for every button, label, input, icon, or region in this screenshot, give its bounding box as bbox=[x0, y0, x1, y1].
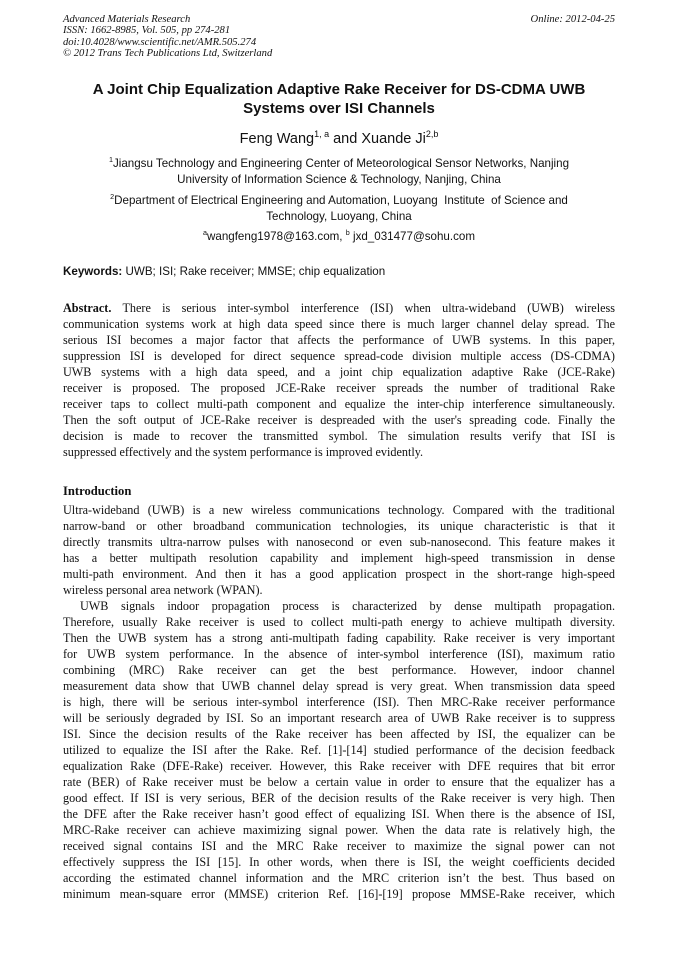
paragraph-line: utilized to equalize the ISI after the Rake. Ref. [1]-[14] studied performance of the decision feedback bbox=[63, 743, 615, 757]
abstract-line: receiver is proposed. The proposed JCE-Rake receiver spreads the number of traditional Rake bbox=[63, 381, 615, 395]
abstract-line: suppressed effectively and the system performance is improved evidently. bbox=[63, 445, 424, 459]
paragraph-line: combining (MRC) Rake receiver can get the best performance. However, indoor channel bbox=[63, 663, 615, 677]
author-conjunction: and bbox=[329, 131, 362, 147]
paragraph-line: narrow-band or other broadband communication technologies, its unique characteristic is that it bbox=[63, 519, 615, 533]
intro-paragraph-2 bbox=[63, 598, 615, 902]
email-b: jxd_031477@sohu.com bbox=[349, 230, 475, 243]
paragraph-line: MRC-Rake receiver can achieve maximizing signal power. When the data rate is relatively high, the bbox=[63, 823, 615, 837]
author-emails bbox=[63, 229, 615, 244]
affiliation-2-mark: 2 bbox=[110, 192, 115, 202]
paragraph-line: effectively suppress the ISI [15]. In other words, when there is ISI, the weight coefficients decided bbox=[63, 855, 615, 869]
abstract-line: UWB systems with a high data speed, and a joint chip equalization adaptive Rake (JCE-Rake) bbox=[63, 365, 615, 379]
abstract-label: Abstract. bbox=[63, 301, 112, 315]
keywords bbox=[63, 264, 615, 279]
title-line-2: Systems over ISI Channels bbox=[243, 100, 435, 117]
email-a-mark: a bbox=[203, 228, 207, 238]
paragraph-line: equalization Rake (DFE-Rake) receiver. However, this Rake receiver with DFE requires that bit error bbox=[63, 759, 615, 773]
paper-title bbox=[63, 80, 615, 118]
paragraph-line: will be seriously degraded by ISI. So an important research area of UWB Rake receiver is to suppress bbox=[63, 711, 615, 725]
paragraph-line: received signal contains ISI and the MRC Rake receiver to maximize the signal power can not bbox=[63, 839, 615, 853]
abstract bbox=[63, 300, 615, 460]
abstract-line: communication systems work at high data speed since there is much larger channel delay spread. The bbox=[63, 317, 615, 331]
author-1-affiliation-mark: 1, a bbox=[314, 129, 330, 140]
abstract-line: receiver taps to collect multi-path component and equalize the inter-chip interference simultaneously. bbox=[63, 397, 615, 411]
affiliation-2 bbox=[80, 193, 598, 224]
email-a: wangfeng1978@163.com, bbox=[207, 230, 346, 243]
title-line-1: A Joint Chip Equalization Adaptive Rake Receiver for DS-CDMA UWB bbox=[92, 81, 586, 98]
affiliation-1-line-1: Jiangsu Technology and Engineering Center of Meteorological Sensor Networks, Nanjing bbox=[112, 157, 570, 170]
affiliation-2-line-1: Department of Electrical Engineering and Automation, Luoyang Institute of Science and bbox=[114, 194, 568, 207]
paragraph-line: is high, there will be serious inter-symbol interference (ISI). Then MRC-Rake receiver performance bbox=[63, 695, 615, 709]
affiliation-1-line-2: University of Information Science & Technology, Nanjing, China bbox=[177, 172, 501, 186]
paragraph-line: Therefore, usually Rake receiver is used to collect multi-path energy to achieve multipath diversity. bbox=[63, 615, 615, 629]
author-2: Xuande Ji bbox=[361, 131, 426, 147]
journal-issn: ISSN: 1662-8985, Vol. 505, pp 274-281 bbox=[63, 25, 231, 37]
paragraph-line: Ultra-wideband (UWB) is a new wireless communications technology. Compared with the traditional bbox=[63, 503, 615, 517]
affiliation-1-mark: 1 bbox=[108, 155, 113, 165]
section-heading-introduction: Introduction bbox=[63, 484, 132, 498]
affiliation-2-line-2: Technology, Luoyang, China bbox=[266, 209, 412, 223]
keywords-label: Keywords: bbox=[63, 265, 123, 278]
paragraph-line: wireless personal area network (WPAN). bbox=[63, 583, 263, 597]
paragraph-line: Then the UWB system has a strong anti-multipath fading capability. Rake receiver is very important bbox=[63, 631, 615, 645]
paragraph-line: the DFE after the Rake receiver hasn’t good effect of equalizing ISI. When there is the absence of ISI, bbox=[63, 807, 615, 821]
paragraph-line: UWB signals indoor propagation process is characterized by dense multipath propagation. bbox=[80, 599, 615, 613]
email-b-mark: b bbox=[345, 228, 350, 238]
paragraph-line: for UWB system performance. In the absence of inter-symbol interference (ISI), maximum ratio bbox=[63, 647, 615, 661]
paragraph-line: rate (BER) of Rake receiver must be below a certain value in order to ensure that the equalizer has a bbox=[63, 775, 615, 789]
paragraph-line: multi-path environment. And then it has a good application prospect in the short-range high-speed bbox=[63, 567, 615, 581]
abstract-line: There is serious inter-symbol interference (ISI) when ultra-wideband (UWB) wireless bbox=[111, 301, 615, 315]
paragraph-line: measurement data show that UWB channel delay spread is very great. When transmission data speed bbox=[63, 679, 615, 693]
paragraph-line: according the estimated channel information and the MRC criterion isn’t the best. Thus based on bbox=[63, 871, 615, 885]
journal-name: Advanced Materials Research bbox=[63, 14, 191, 25]
online-date: Online: 2012-04-25 bbox=[530, 14, 615, 25]
abstract-line: Then the soft output of JCE-Rake receiver is despreaded with the user's spreading code. Finally the bbox=[63, 413, 615, 427]
journal-copyright: © 2012 Trans Tech Publications Ltd, Switzerland bbox=[63, 48, 273, 60]
abstract-line: suppression ISI is developed for direct sequence spread-code division multiple access (DS-CDMA) bbox=[63, 349, 615, 363]
paragraph-line: minimum mean-square error (MMSE) criterion Ref. [16]-[19] propose MMSE-Rake receiver, which bbox=[63, 887, 615, 901]
affiliation-1 bbox=[80, 156, 598, 187]
journal-header bbox=[63, 14, 615, 60]
paragraph-line: good effect. If ISI is very serious, BER of the decision results of the Rake receiver is very high. Then bbox=[63, 791, 615, 805]
abstract-line: decision is made to recover the transmitted symbol. The simulation results verify that ISI is bbox=[63, 429, 615, 443]
abstract-line: serious ISI becomes a major factor that affects the performance of UWB systems. In this paper, bbox=[63, 333, 615, 347]
paragraph-line: ISI. Since the decision results of the Rake receiver has been affected by ISI, the equalizer can be bbox=[63, 727, 615, 741]
paragraph-line: directly transmits ultra-narrow pulses with nanosecond or even sub-nanosecond. This feature makes it bbox=[63, 535, 615, 549]
author-list bbox=[63, 130, 615, 148]
journal-doi: doi:10.4028/www.scientific.net/AMR.505.274 bbox=[63, 36, 257, 48]
paragraph-line: has a better multipath resolution capability and implement high-speed transmission in dense bbox=[63, 551, 615, 565]
author-1: Feng Wang bbox=[239, 131, 315, 147]
intro-paragraph-1 bbox=[63, 502, 615, 598]
keywords-text: UWB; ISI; Rake receiver; MMSE; chip equalization bbox=[122, 265, 386, 278]
author-2-affiliation-mark: 2,b bbox=[425, 129, 439, 140]
